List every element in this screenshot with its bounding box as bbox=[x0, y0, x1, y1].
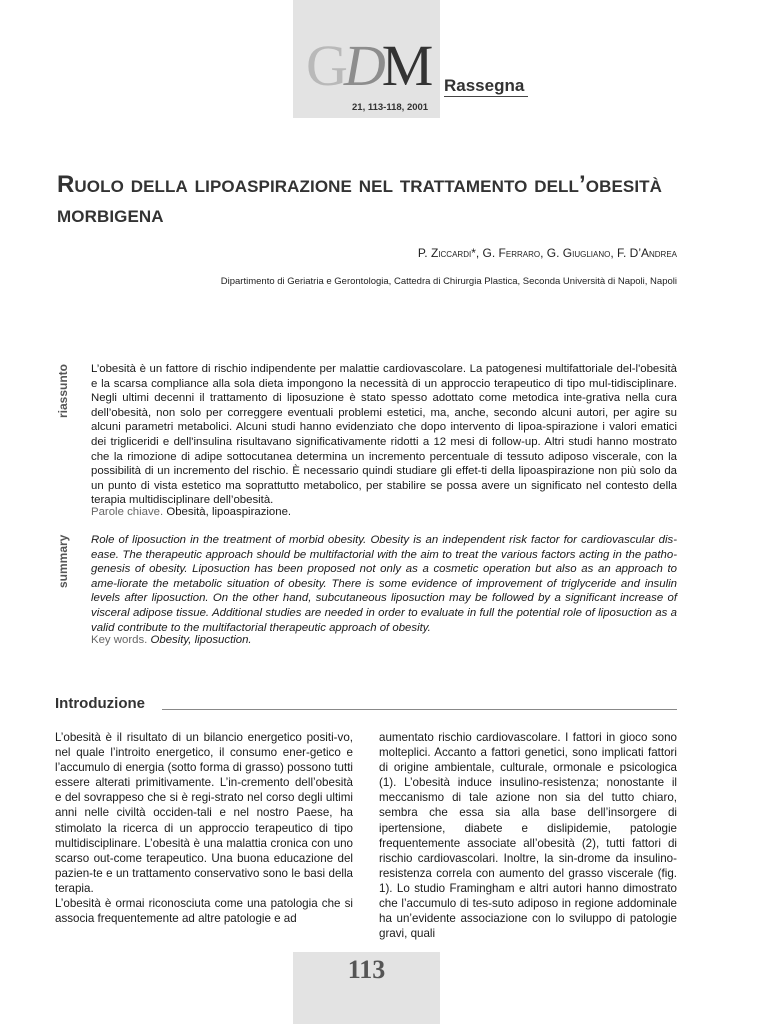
keywords-value: Obesity, liposuction. bbox=[150, 634, 252, 646]
keywords-value: Obesità, lipoaspirazione. bbox=[166, 506, 292, 518]
citation: 21, 113-118, 2001 bbox=[352, 102, 429, 113]
riassunto-text: L’obesità è un fattore di rischio indipendente per malattie cardiovascolare. La patogenesi multifattoriale del-l'obesità e la scarsa compliance alla sola dieta impongono la necessità di un approccio terapeutico di tipo mul-tidisciplinare. Negli ultimi decenni il trattamento di liposuzione è stato spesso adottato come metodica inte-grativa nella cura dell’obesità, non solo per correggere eventuali problemi estetici, ma, anche, secondo alcuni autori, per agire su alcuni parametri metabolici. Alcuni studi hanno evidenziato che dopo intervento di lipoa-spirazione i valori ematici dei trigliceridi e dell'insulina risultavano significativamente ridotti a 12 mesi di follow-up. Altri studi hanno mostrato che la rimozione di adipe sottocutanea determina un incremento percentuale di tessuto adiposo viscerale, con la possibilità di un incremento del rischio. È necessario quindi studiare gli effet-ti della lipoaspirazione non più solo da un punto di vista estetico ma soprattutto metabolico, per stabilire se possa avere un significato nel contesto della terapia multidisciplinare dell’obesità. bbox=[91, 363, 677, 507]
body-column-left bbox=[55, 730, 353, 926]
paragraph: aumentato rischio cardiovascolare. I fattori in gioco sono molteplici. Accanto a fattori genetici, sono implicati fattori di origine ambientale, culturale, ormonale e psicologica (1). L’obesità induce insulino-resistenza; nonostante il meccanismo di tale azione non sia del tutto chiaro, sembra che essa sia alla base dell’insorgere di ipertensione, diabete e dislipidemie, patologie frequentemente associate all’obesità (2), tutti fattori di rischio cardiovascolari. Inoltre, la sin-drome da insulino-resistenza correla con aumento del grasso viscerale (fig. 1). Lo studio Framingham e altri autori hanno dimostrato che l’accumulo di tes-suto adiposo in regione addominale ha un’evidente associazione con lo sviluppo di patologie gravi, quali bbox=[379, 731, 677, 941]
body-column-right bbox=[379, 730, 677, 941]
summary-text: Role of liposuction in the treatment of morbid obesity. Obesity is an independent risk factor for cardiovascular dis-ease. The therapeutic approach should be multifactorial with the aim to treat the various factors acting in the patho-genesis of obesity. Liposuction has been proposed not only as a cosmetic operation but also as an approach to ame-liorate the metabolic situation of obesity. There is some evidence of improvement of triglyceride and insulin levels after liposuction. On the other hand, subcutaneous liposuction may be followed by a significant increase of visceral adipose tissue. Additional studies are needed in order to evaluate in full the potential role of liposuction as a valid contribute to the multifactorial therapeutic approach of obesity. bbox=[91, 534, 677, 634]
journal-logo: GDM bbox=[306, 33, 430, 98]
authors: P. Ziccardi*, G. Ferraro, G. Giugliano, F. D’Andrea bbox=[417, 246, 677, 260]
riassunto-keywords bbox=[91, 505, 291, 520]
paragraph: L’obesità è ormai riconosciuta come una patologia che si associa frequentemente ad altre patologie e ad bbox=[55, 897, 353, 926]
keywords-label: Parole chiave. bbox=[91, 506, 164, 518]
riassunto-label: riassunto bbox=[56, 363, 70, 418]
section-heading: Introduzione bbox=[55, 695, 145, 712]
paragraph: L’obesità è il risultato di un bilancio energetico positi-vo, nel quale l’introito energetico, il consumo ener-getico e l’accumulo di energia (sotto forma di grasso) possono tutti essere alterati primitivamente. L’in-cremento dell’obesità e del sovrappeso che si è regi-strato nel corso degli ultimi anni nelle civiltà occiden-tali e nel nostro Paese, ha stimolato la ricerca di un approccio terapeutico di tipo multidisciplinare. L’obesità è una malattia cronica con uno scarso out-come terapeutico. Una buona educazione del pazien-te e un trattamento conservativo sono le basi della terapia. bbox=[55, 731, 353, 895]
page-number: 113 bbox=[347, 955, 386, 984]
affiliation: Dipartimento di Geriatria e Gerontologia, Cattedra di Chirurgia Plastica, Seconda Università di Napoli, Napoli bbox=[220, 276, 677, 287]
summary-keywords bbox=[91, 633, 252, 648]
summary-label: summary bbox=[56, 534, 70, 588]
section-divider bbox=[162, 709, 677, 710]
article-title: Ruolo della lipoaspirazione nel trattamento dell’obesità morbigena bbox=[57, 171, 663, 228]
keywords-label: Key words. bbox=[91, 634, 148, 646]
section-label: Rassegna bbox=[444, 76, 528, 97]
